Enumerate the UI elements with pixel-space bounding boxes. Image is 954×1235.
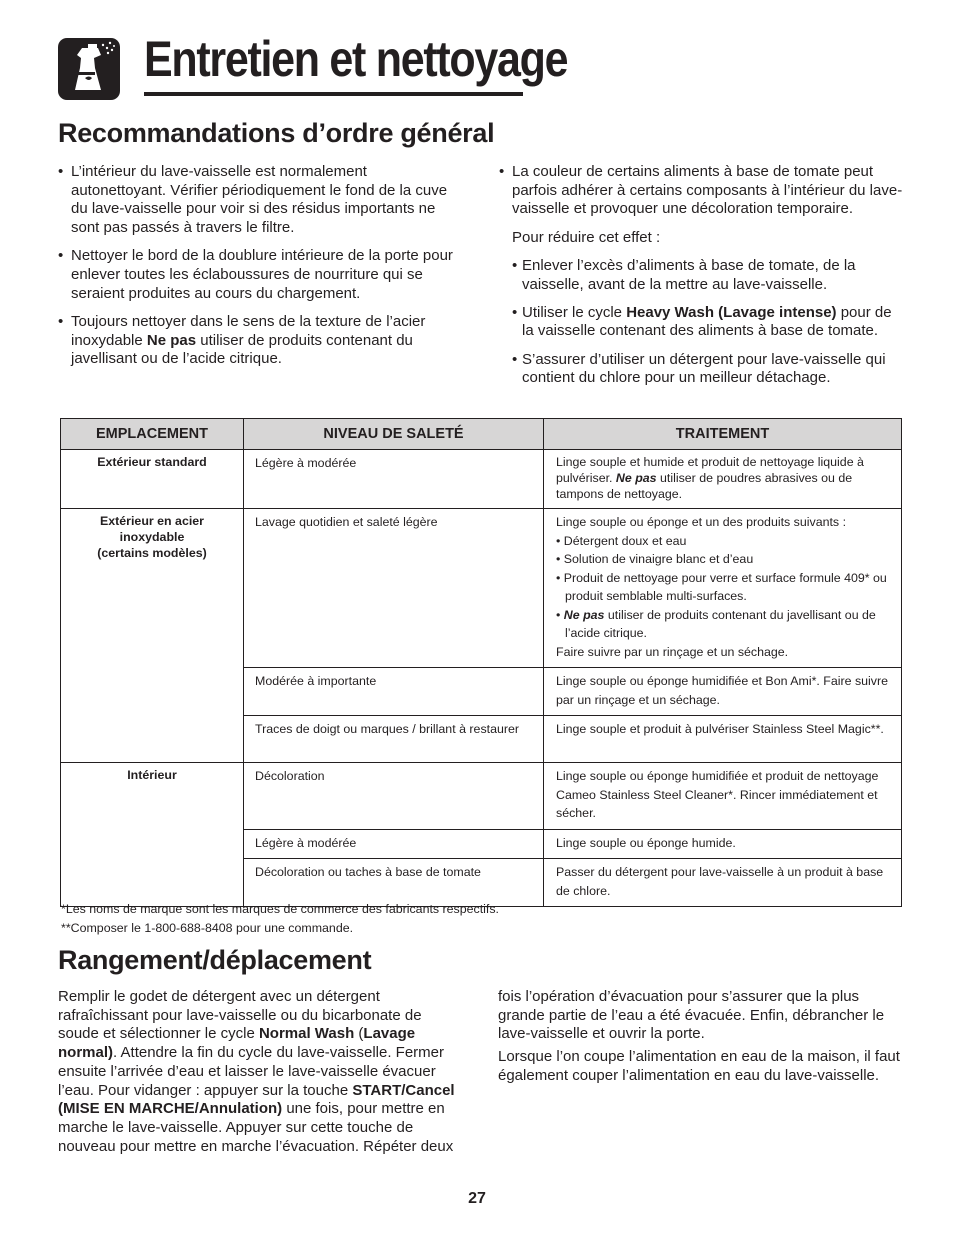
footnote-trademarks: *Les noms de marque sont les marques de commerce des fabricants respectifs. xyxy=(61,902,500,916)
treatment-cell: Linge souple et humide et produit de nettoyage liquide à pulvériser. Ne pas utiliser de poudres abrasives ou de tampons de nettoyage. xyxy=(544,450,902,509)
cleaning-spray-icon xyxy=(58,38,120,100)
list-item: • Enlever l’excès d’aliments à base de tomate, de la vaisselle, avant de la mettre au lave-vaisselle. xyxy=(512,257,904,294)
treatment-cell: Passer du détergent pour lave-vaisselle à un produit à base de chlore. xyxy=(544,859,902,907)
treatment-cell: Linge souple ou éponge humidifiée et Bon Ami*. Faire suivre par un rinçage et un séchage. xyxy=(544,668,902,716)
location-cell: Extérieur standard xyxy=(61,450,244,509)
list-item: • Toujours nettoyer dans le sens de la texture de l’acier inoxydable Ne pas utiliser de produits contenant du javellisant ou de l’acide citrique. xyxy=(58,313,458,369)
list-item: • Utiliser le cycle Heavy Wash (Lavage intense) pour de la vaisselle contenant des aliments à base de tomate. xyxy=(512,304,904,341)
title-underline xyxy=(144,92,523,96)
list-item: • L’intérieur du lave-vaisselle est normalement autonettoyant. Vérifier périodiquement le fond de la cuve du lave-vaisselle pour voir si des résidus importants ne sont pas passés à travers le filtre. xyxy=(58,163,458,238)
general-right-column xyxy=(499,163,904,398)
storage-paragraph: Remplir le godet de détergent avec un détergent rafraîchissant pour lave-vaisselle ou du bicarbonate de soude et sélectionner le cycle Normal Wash (Lavage normal). Attendre la fin du cycle du lave-vaisselle. Fermer ensuite l’arrivée d’eau et laisser le lave-vaisselle évacuer l’eau. Pour vidanger : appuyer sur la touche START/Cancel (MISE EN MARCHE/Annulation) une fois, pour mettre en marche le lave-vaisselle. Appuyer sur cette touche de nouveau pour mettre en marche l’évacuation. Répéter deux fois l’opération d’évacuation pour s’assurer que la plus grande partie de l’eau a été évacuée. Enfin, débrancher le lave-vaisselle et ouvrir la porte. xyxy=(58,988,885,1155)
soil-level-cell: Légère à modérée xyxy=(244,450,544,509)
location-cell: Intérieur xyxy=(61,763,244,907)
column-header-soil-level: NIVEAU DE SALETÉ xyxy=(244,419,544,450)
general-left-column xyxy=(58,163,458,379)
footnote-order-phone: **Composer le 1-800-688-8408 pour une commande. xyxy=(61,921,354,935)
soil-level-cell: Décoloration xyxy=(244,763,544,830)
location-cell: Extérieur en acier inoxydable (certains modèles) xyxy=(61,509,244,763)
treatment-cell: Linge souple et produit à pulvériser Stainless Steel Magic**. xyxy=(544,716,902,763)
table-row xyxy=(61,509,902,668)
table-row xyxy=(61,450,902,509)
soil-level-cell: Légère à modérée xyxy=(244,829,544,859)
soil-level-cell: Traces de doigt ou marques / brillant à restaurer xyxy=(244,716,544,763)
table-row xyxy=(61,763,902,830)
reduce-label: Pour réduire cet effet : xyxy=(512,228,661,246)
treatment-cell: Linge souple ou éponge et un des produits suivants : • Détergent doux et eau • Solution de vinaigre blanc et d’eau • Produit de nettoyage pour verre et surface formule 409* ou produit semblable multi-surfaces. • Ne pas utiliser de produits contenant du javellisant ou de l’acide citrique. Faire suivre par un rinçage et un séchage. xyxy=(544,509,902,668)
storage-text xyxy=(58,988,900,1166)
treatment-cell: Linge souple ou éponge humidifiée et produit de nettoyage Cameo Stainless Steel Cleaner*. Rincer immédiatement et sécher. xyxy=(544,763,902,830)
cleaning-table xyxy=(60,418,902,907)
page-title: Entretien et nettoyage xyxy=(144,31,568,87)
list-item: • Nettoyer le bord de la doublure intérieure de la porte pour enlever toutes les éclaboussures de nourriture qui se seraient produites au cours du chargement. xyxy=(58,247,458,303)
column-header-treatment: TRAITEMENT xyxy=(544,419,902,450)
soil-level-cell: Lavage quotidien et saleté légère xyxy=(244,509,544,668)
page-number: 27 xyxy=(468,1190,486,1207)
section-heading-storage: Rangement/déplacement xyxy=(58,945,372,975)
column-header-location: EMPLACEMENT xyxy=(61,419,244,450)
soil-level-cell: Modérée à importante xyxy=(244,668,544,716)
list-item: • La couleur de certains aliments à base de tomate peut parfois adhérer à certains composants à l’intérieur du lave-vaisselle et provoquer une décoloration temporaire. xyxy=(499,163,904,219)
section-heading-general: Recommandations d’ordre général xyxy=(58,118,495,148)
storage-paragraph: Lorsque l’on coupe l’alimentation en eau de la maison, il faut également couper l’alimentation en eau du lave-vaisselle. xyxy=(498,1048,900,1084)
treatment-cell: Linge souple ou éponge humide. xyxy=(544,829,902,859)
list-item: • S’assurer d’utiliser un détergent pour lave-vaisselle qui contient du chlore pour un meilleur détachage. xyxy=(512,351,904,388)
soil-level-cell: Décoloration ou taches à base de tomate xyxy=(244,859,544,907)
table-header-row xyxy=(61,419,902,450)
